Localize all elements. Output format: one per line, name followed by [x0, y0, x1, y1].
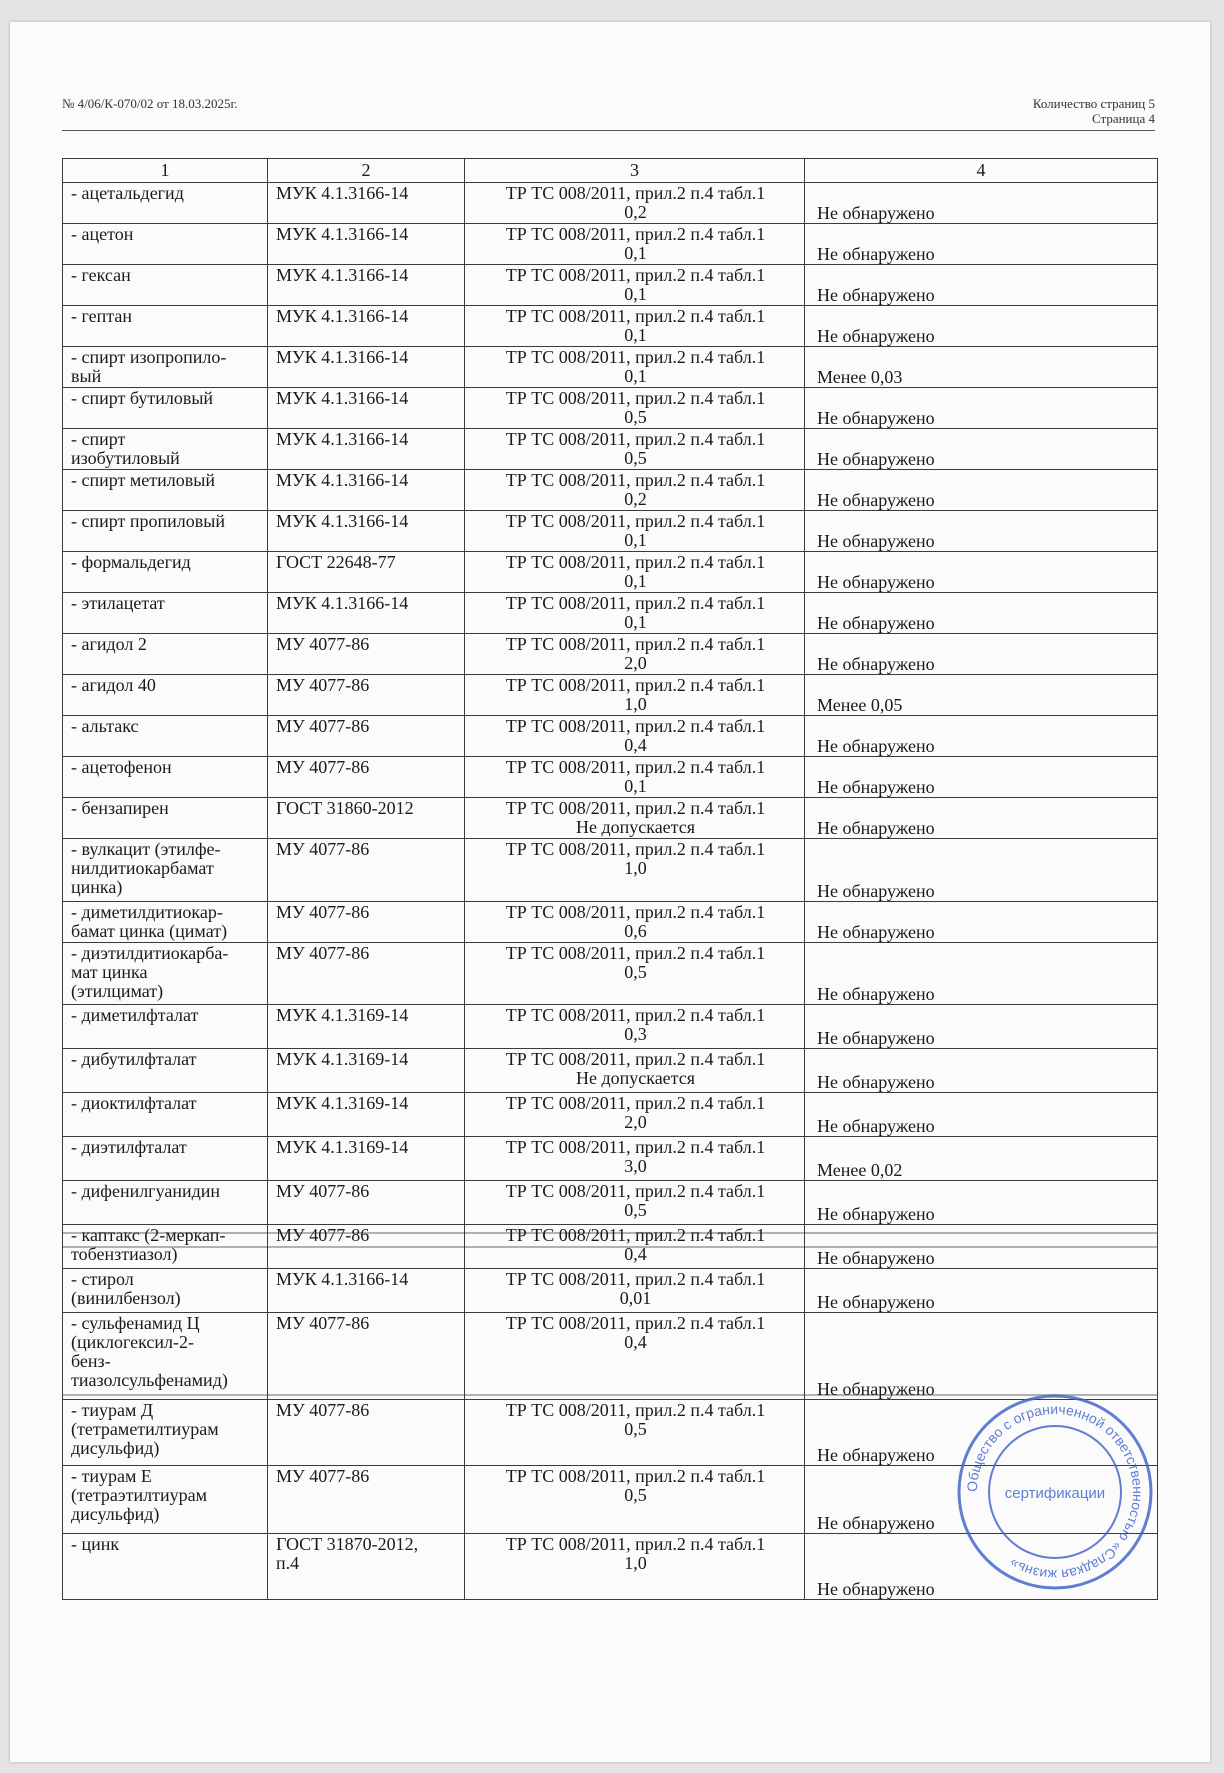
- test-result: Не обнаружено: [805, 1005, 1158, 1049]
- substance-name: - спирт метиловый: [63, 470, 268, 511]
- test-result: Не обнаружено: [805, 1269, 1158, 1313]
- test-method: МУ 4077-86: [268, 1225, 465, 1269]
- substance-name: - формальдегид: [63, 552, 268, 593]
- norm-requirement: ТР ТС 008/2011, прил.2 п.4 табл.1 3,0: [465, 1137, 805, 1181]
- test-result: Не обнаружено: [805, 265, 1158, 306]
- table-row: [63, 798, 1158, 839]
- substance-name: - диэтилдитиокарба- мат цинка (этилцимат): [63, 943, 268, 1005]
- test-result: Менее 0,05: [805, 675, 1158, 716]
- table-row: [63, 1093, 1158, 1137]
- column-header-4: 4: [805, 159, 1158, 183]
- norm-requirement: ТР ТС 008/2011, прил.2 п.4 табл.1 0,4: [465, 1225, 805, 1269]
- column-header-3: 3: [465, 159, 805, 183]
- protocol-number: № 4/06/К-070/02 от 18.03.2025г.: [62, 96, 238, 111]
- column-header-1: 1: [63, 159, 268, 183]
- test-result: Не обнаружено: [805, 470, 1158, 511]
- substance-name: - альтакс: [63, 716, 268, 757]
- norm-requirement: ТР ТС 008/2011, прил.2 п.4 табл.1 0,1: [465, 511, 805, 552]
- test-method: ГОСТ 31870-2012, п.4: [268, 1534, 465, 1600]
- test-result: Не обнаружено: [805, 224, 1158, 265]
- substance-name: - тиурам Е (тетраэтилтиурам дисульфид): [63, 1466, 268, 1534]
- page-info: [1033, 96, 1155, 126]
- norm-requirement: ТР ТС 008/2011, прил.2 п.4 табл.1 0,1: [465, 757, 805, 798]
- norm-requirement: ТР ТС 008/2011, прил.2 п.4 табл.1 0,5: [465, 1466, 805, 1534]
- table-row: [63, 839, 1158, 902]
- table-row: [63, 388, 1158, 429]
- norm-requirement: ТР ТС 008/2011, прил.2 п.4 табл.1 0,4: [465, 1313, 805, 1400]
- test-method: МУ 4077-86: [268, 839, 465, 902]
- table-row: [63, 1400, 1158, 1466]
- test-result: Не обнаружено: [805, 183, 1158, 224]
- substance-name: - этилацетат: [63, 593, 268, 634]
- norm-requirement: ТР ТС 008/2011, прил.2 п.4 табл.1 1,0: [465, 675, 805, 716]
- norm-requirement: ТР ТС 008/2011, прил.2 п.4 табл.1 0,1: [465, 347, 805, 388]
- test-method: МУК 4.1.3166-14: [268, 593, 465, 634]
- stamp-ring-text: Общество с ограниченной ответственностью «Сладкая жизнь»: [963, 1400, 1147, 1584]
- norm-requirement: ТР ТС 008/2011, прил.2 п.4 табл.1 2,0: [465, 634, 805, 675]
- test-method: МУ 4077-86: [268, 902, 465, 943]
- norm-requirement: ТР ТС 008/2011, прил.2 п.4 табл.1 0,5: [465, 429, 805, 470]
- substance-name: - ацетофенон: [63, 757, 268, 798]
- substance-name: - тиурам Д (тетраметилтиурам дисульфид): [63, 1400, 268, 1466]
- test-method: МУК 4.1.3166-14: [268, 265, 465, 306]
- test-method: МУК 4.1.3169-14: [268, 1005, 465, 1049]
- table-row: [63, 1466, 1158, 1534]
- test-result: Не обнаружено: [805, 1466, 1158, 1534]
- norm-requirement: ТР ТС 008/2011, прил.2 п.4 табл.1 0,2: [465, 470, 805, 511]
- test-method: МУК 4.1.3166-14: [268, 306, 465, 347]
- test-method: МУК 4.1.3166-14: [268, 347, 465, 388]
- norm-requirement: ТР ТС 008/2011, прил.2 п.4 табл.1 0,5: [465, 943, 805, 1005]
- substance-name: - агидол 40: [63, 675, 268, 716]
- test-method: ГОСТ 22648-77: [268, 552, 465, 593]
- test-method: МУ 4077-86: [268, 634, 465, 675]
- scan-artifact: [62, 1246, 1157, 1248]
- test-method: МУК 4.1.3166-14: [268, 429, 465, 470]
- table-row: [63, 1049, 1158, 1093]
- test-method: МУК 4.1.3169-14: [268, 1093, 465, 1137]
- test-result: Не обнаружено: [805, 943, 1158, 1005]
- scan-artifact: [62, 1394, 1157, 1396]
- document-header: [62, 96, 1155, 131]
- table-row: [63, 902, 1158, 943]
- norm-requirement: ТР ТС 008/2011, прил.2 п.4 табл.1 0,01: [465, 1269, 805, 1313]
- stamp-center-text: сертификации: [1004, 1485, 1106, 1502]
- table-row: [63, 1534, 1158, 1600]
- table-row: [63, 1181, 1158, 1225]
- table-row: [63, 1137, 1158, 1181]
- substance-name: - цинк: [63, 1534, 268, 1600]
- substance-name: - вулкацит (этилфе- нилдитиокарбамат цинка): [63, 839, 268, 902]
- table-row: [63, 470, 1158, 511]
- norm-requirement: ТР ТС 008/2011, прил.2 п.4 табл.1 0,2: [465, 183, 805, 224]
- norm-requirement: ТР ТС 008/2011, прил.2 п.4 табл.1 0,5: [465, 1400, 805, 1466]
- table-row: [63, 224, 1158, 265]
- test-result: Не обнаружено: [805, 511, 1158, 552]
- test-result: Не обнаружено: [805, 839, 1158, 902]
- substance-name: - агидол 2: [63, 634, 268, 675]
- substance-name: - дибутилфталат: [63, 1049, 268, 1093]
- table-row: [63, 1005, 1158, 1049]
- test-method: МУ 4077-86: [268, 1313, 465, 1400]
- table-row: [63, 1313, 1158, 1400]
- norm-requirement: ТР ТС 008/2011, прил.2 п.4 табл.1 2,0: [465, 1093, 805, 1137]
- test-result: Не обнаружено: [805, 1181, 1158, 1225]
- norm-requirement: ТР ТС 008/2011, прил.2 п.4 табл.1 0,5: [465, 388, 805, 429]
- substance-name: - спирт изопропило- вый: [63, 347, 268, 388]
- table-row: [63, 183, 1158, 224]
- test-method: МУК 4.1.3166-14: [268, 183, 465, 224]
- substance-name: - бензапирен: [63, 798, 268, 839]
- test-result: Не обнаружено: [805, 388, 1158, 429]
- substance-name: - гептан: [63, 306, 268, 347]
- test-result: Не обнаружено: [805, 552, 1158, 593]
- substance-name: - диэтилфталат: [63, 1137, 268, 1181]
- test-result: Не обнаружено: [805, 902, 1158, 943]
- test-method: МУК 4.1.3166-14: [268, 224, 465, 265]
- table-row: [63, 716, 1158, 757]
- test-result: Менее 0,02: [805, 1137, 1158, 1181]
- column-header-2: 2: [268, 159, 465, 183]
- scan-artifact: [62, 1232, 1157, 1234]
- test-method: МУК 4.1.3166-14: [268, 388, 465, 429]
- test-result: Менее 0,03: [805, 347, 1158, 388]
- norm-requirement: ТР ТС 008/2011, прил.2 п.4 табл.1 Не допускается: [465, 798, 805, 839]
- norm-requirement: ТР ТС 008/2011, прил.2 п.4 табл.1 0,3: [465, 1005, 805, 1049]
- substance-name: - диоктилфталат: [63, 1093, 268, 1137]
- results-table: [62, 158, 1158, 1600]
- norm-requirement: ТР ТС 008/2011, прил.2 п.4 табл.1 0,1: [465, 265, 805, 306]
- test-result: Не обнаружено: [805, 798, 1158, 839]
- test-result: Не обнаружено: [805, 429, 1158, 470]
- test-result: Не обнаружено: [805, 716, 1158, 757]
- table-row: [63, 552, 1158, 593]
- substance-name: - сульфенамид Ц (циклогексил-2- бенз- тиазолсульфенамид): [63, 1313, 268, 1400]
- test-method: МУ 4077-86: [268, 675, 465, 716]
- test-result: Не обнаружено: [805, 634, 1158, 675]
- substance-name: - дифенилгуанидин: [63, 1181, 268, 1225]
- substance-name: - диметилдитиокар- бамат цинка (цимат): [63, 902, 268, 943]
- table-row: [63, 265, 1158, 306]
- table-row: [63, 511, 1158, 552]
- norm-requirement: ТР ТС 008/2011, прил.2 п.4 табл.1 0,4: [465, 716, 805, 757]
- test-result: Не обнаружено: [805, 1534, 1158, 1600]
- norm-requirement: ТР ТС 008/2011, прил.2 п.4 табл.1 1,0: [465, 839, 805, 902]
- norm-requirement: ТР ТС 008/2011, прил.2 п.4 табл.1 0,6: [465, 902, 805, 943]
- test-result: Не обнаружено: [805, 306, 1158, 347]
- norm-requirement: ТР ТС 008/2011, прил.2 п.4 табл.1 0,1: [465, 224, 805, 265]
- table-row: [63, 347, 1158, 388]
- test-result: Не обнаружено: [805, 1400, 1158, 1466]
- table-row: [63, 306, 1158, 347]
- substance-name: - спирт бутиловый: [63, 388, 268, 429]
- substance-name: - диметилфталат: [63, 1005, 268, 1049]
- table-row: [63, 634, 1158, 675]
- substance-name: - ацетон: [63, 224, 268, 265]
- table-row: [63, 593, 1158, 634]
- substance-name: - гексан: [63, 265, 268, 306]
- test-method: МУ 4077-86: [268, 1181, 465, 1225]
- test-method: МУК 4.1.3166-14: [268, 470, 465, 511]
- substance-name: - каптакс (2-меркап- тобензтиазол): [63, 1225, 268, 1269]
- test-method: МУК 4.1.3166-14: [268, 511, 465, 552]
- page-current: Страница 4: [1091, 111, 1155, 126]
- substance-name: - спирт пропиловый: [63, 511, 268, 552]
- test-method: МУК 4.1.3169-14: [268, 1137, 465, 1181]
- test-result: Не обнаружено: [805, 1093, 1158, 1137]
- norm-requirement: ТР ТС 008/2011, прил.2 п.4 табл.1 0,1: [465, 306, 805, 347]
- norm-requirement: ТР ТС 008/2011, прил.2 п.4 табл.1 0,5: [465, 1181, 805, 1225]
- table-row: [63, 429, 1158, 470]
- test-method: МУ 4077-86: [268, 716, 465, 757]
- test-result: Не обнаружено: [805, 593, 1158, 634]
- table-row: [63, 675, 1158, 716]
- test-method: МУК 4.1.3166-14: [268, 1269, 465, 1313]
- table-row: [63, 943, 1158, 1005]
- test-result: Не обнаружено: [805, 1313, 1158, 1400]
- table-body: [63, 183, 1158, 1600]
- test-method: МУ 4077-86: [268, 1466, 465, 1534]
- table-row: [63, 757, 1158, 798]
- table-row: [63, 1269, 1158, 1313]
- test-result: Не обнаружено: [805, 1049, 1158, 1093]
- pages-total: Количество страниц 5: [1032, 96, 1155, 111]
- test-method: МУ 4077-86: [268, 757, 465, 798]
- test-result: Не обнаружено: [805, 1225, 1158, 1269]
- test-method: ГОСТ 31860-2012: [268, 798, 465, 839]
- substance-name: - ацетальдегид: [63, 183, 268, 224]
- test-method: МУК 4.1.3169-14: [268, 1049, 465, 1093]
- norm-requirement: ТР ТС 008/2011, прил.2 п.4 табл.1 Не допускается: [465, 1049, 805, 1093]
- substance-name: - стирол (винилбензол): [63, 1269, 268, 1313]
- table-header-row: [63, 159, 1158, 183]
- norm-requirement: ТР ТС 008/2011, прил.2 п.4 табл.1 0,1: [465, 552, 805, 593]
- norm-requirement: ТР ТС 008/2011, прил.2 п.4 табл.1 0,1: [465, 593, 805, 634]
- substance-name: - спирт изобутиловый: [63, 429, 268, 470]
- norm-requirement: ТР ТС 008/2011, прил.2 п.4 табл.1 1,0: [465, 1534, 805, 1600]
- test-method: МУ 4077-86: [268, 943, 465, 1005]
- test-method: МУ 4077-86: [268, 1400, 465, 1466]
- test-result: Не обнаружено: [805, 757, 1158, 798]
